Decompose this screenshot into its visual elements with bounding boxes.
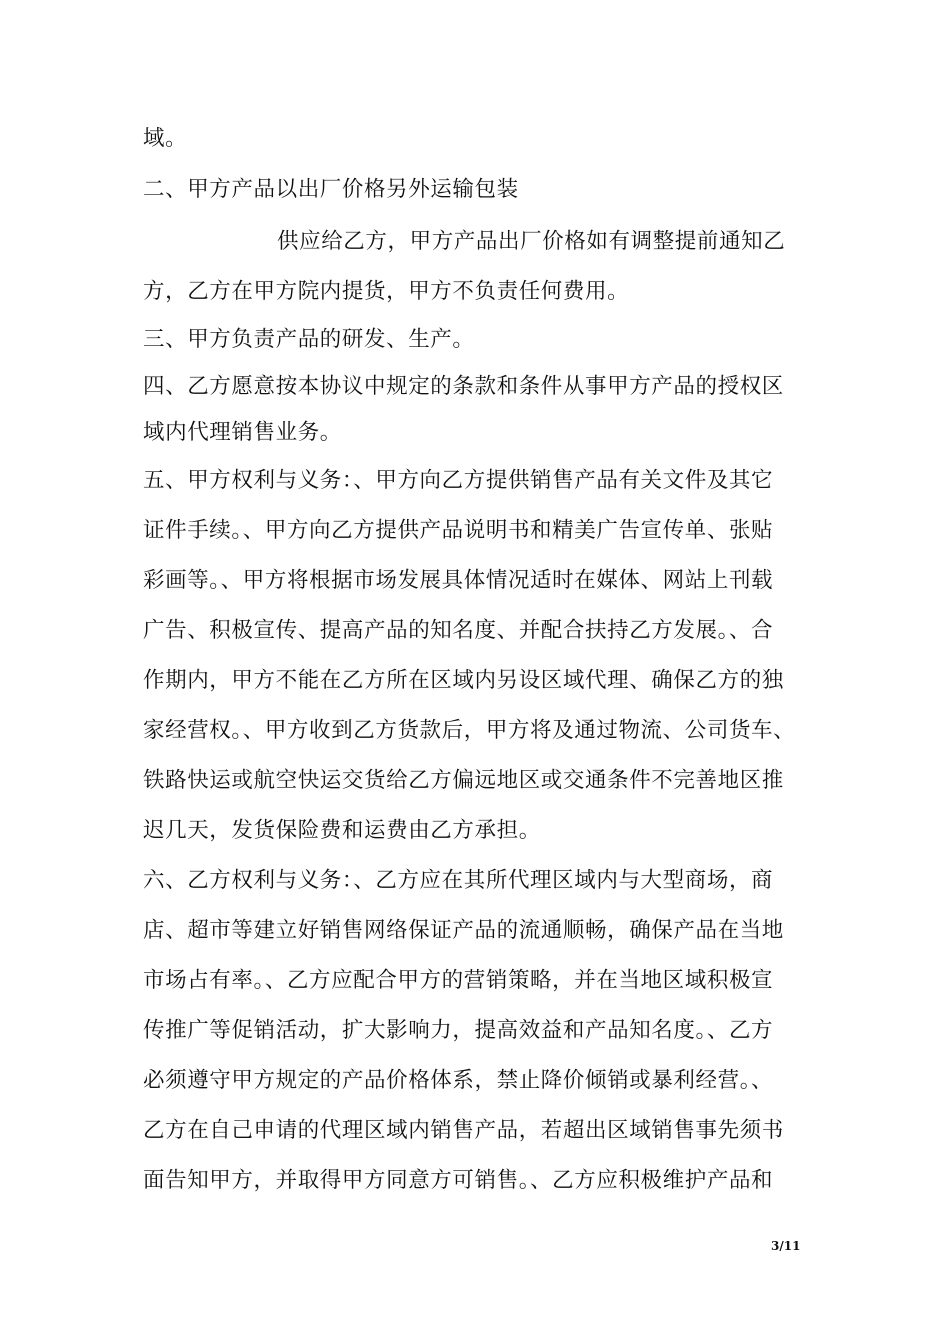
text-line: 市场占有率。、乙方应配合甲方的营销策略，并在当地区域积极宣 xyxy=(143,968,774,993)
text-line: 铁路快运或航空快运交货给乙方偏远地区或交通条件不完善地区推 xyxy=(143,768,784,793)
text-line: 域内代理销售业务。 xyxy=(143,420,342,445)
text-line: 广告、积极宣传、提高产品的知名度、并配合扶持乙方发展。、合 xyxy=(143,618,774,643)
text-line: 传推广等促销活动，扩大影响力，提高效益和产品知名度。、乙方 xyxy=(143,1018,774,1043)
text-line: 三、甲方负责产品的研发、生产。 xyxy=(143,327,475,352)
text-line: 六、乙方权利与义务：、乙方应在其所代理区域内与大型商场，商 xyxy=(143,868,774,893)
text-line: 方，乙方在甲方院内提货，甲方不负责任何费用。 xyxy=(143,279,630,304)
text-line: 必须遵守甲方规定的产品价格体系，禁止降价倾销或暴利经营。、 xyxy=(143,1068,774,1093)
text-line: 五、甲方权利与义务：、甲方向乙方提供销售产品有关文件及其它 xyxy=(143,468,774,493)
text-line: 家经营权。、甲方收到乙方货款后，甲方将及通过物流、公司货车、 xyxy=(143,718,796,743)
text-line: 作期内，甲方不能在乙方所在区域内另设区域代理、确保乙方的独 xyxy=(143,668,784,693)
text-line: 彩画等。、甲方将根据市场发展具体情况适时在媒体、网站上刊载 xyxy=(143,568,774,593)
text-line: 面告知甲方，并取得甲方同意方可销售。、乙方应积极维护产品和 xyxy=(143,1168,774,1193)
text-line: 证件手续。、甲方向乙方提供产品说明书和精美广告宣传单、张贴 xyxy=(143,518,774,543)
page-number: 3/11 xyxy=(771,1239,801,1253)
text-line: 二、甲方产品以出厂价格另外运输包装 xyxy=(143,177,519,202)
text-line: 店、超市等建立好销售网络保证产品的流通顺畅，确保产品在当地 xyxy=(143,918,784,943)
text-line: 域。 xyxy=(143,126,188,151)
text-line: 供应给乙方，甲方产品出厂价格如有调整提前通知乙 xyxy=(277,229,786,254)
text-line: 迟几天，发货保险费和运费由乙方承担。 xyxy=(143,818,541,843)
text-line: 乙方在自己申请的代理区域内销售产品，若超出区域销售事先须书 xyxy=(143,1118,784,1143)
text-line: 四、乙方愿意按本协议中规定的条款和条件从事甲方产品的授权区 xyxy=(143,374,784,399)
